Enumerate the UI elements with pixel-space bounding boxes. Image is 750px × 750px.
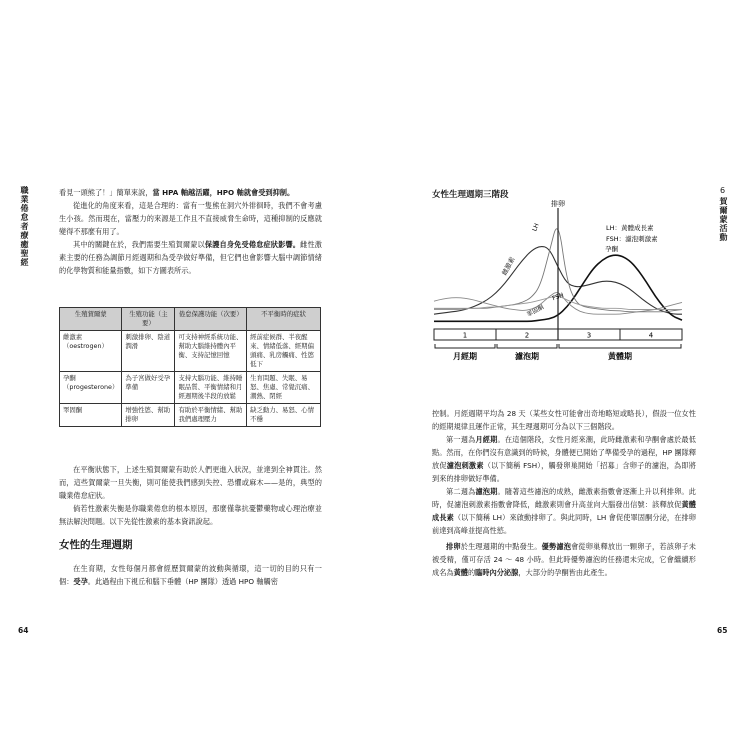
page-number-right: 65 <box>717 626 728 635</box>
table-header-cell: 生殖功能（主要） <box>122 308 175 331</box>
legend-lh: LH：黃體成長素 <box>606 224 654 232</box>
table-header-cell: 倦怠保護功能（次要） <box>175 308 247 331</box>
chapter-number: 6 <box>720 186 726 195</box>
series-label-testosterone: 睪固酮 <box>525 303 546 319</box>
page-number-left: 64 <box>18 626 29 635</box>
week-dividers <box>496 329 620 340</box>
table-cell: 孕酮（progesterone） <box>60 372 122 404</box>
week-label: 2 <box>524 331 530 340</box>
right-paragraph-4: 排卵於生理週期的中點發生。優勢濾泡會從卵巢釋放出一顆卵子，若該卵子未被受精，僅可存活 24 ～ 48 小時。但此時優勢濾泡的任務還未完成，它會繼續形成名為黃體的臨時內分泌腺，大部分的孕酮皆由此產生。 <box>432 542 696 577</box>
table-cell: 睪固酮 <box>60 404 122 427</box>
phase-bracket <box>497 344 557 348</box>
chart-title: 女性生理週期三階段 <box>432 190 509 200</box>
legend-fsh: FSH：濾泡刺激素 <box>606 235 658 243</box>
table-cell: 增強性慾、幫助排卵 <box>122 404 175 427</box>
phase-label-follicular: 濾泡期 <box>515 352 539 361</box>
left-paragraph-6: 在生育期，女性每個月都會經歷賀爾蒙的波動與循環，這一切的目的只有一個：受孕。此過程由下視丘和腦下垂體（HP 團隊）透過 HPO 軸觸密 <box>59 564 322 586</box>
week-label: 1 <box>462 331 468 340</box>
phase-bracket <box>435 344 495 348</box>
right-running-title: 賀爾蒙活動 <box>719 197 728 242</box>
table-row <box>60 372 321 404</box>
left-paragraph-1: 看見一頭熊了！」簡單來說，當 HPA 軸越活躍，HPO 軸就會受到抑制。 <box>59 188 295 197</box>
cycle-chart <box>430 198 702 368</box>
table-cell: 缺乏動力、易怒、心情不穩 <box>247 404 321 427</box>
table-cell: 生育問題、失眠、易怒、焦慮、常覺沉痛、潮熱、閉經 <box>247 372 321 404</box>
table-header-row <box>60 308 321 331</box>
table-cell: 有助於平衡情緒、幫助我們處理壓力 <box>175 404 247 427</box>
table-cell: 可支持神經系統功能、幫助大腦維持體內平衡、支持記憶回憶 <box>175 331 247 372</box>
table-cell: 為子宮做好受孕準備 <box>122 372 175 404</box>
right-page <box>375 0 750 750</box>
week-label: 3 <box>586 331 592 340</box>
table-cell: 雌激素（oestrogen） <box>60 331 122 372</box>
phase-label-luteal: 黃體期 <box>608 352 632 361</box>
table-row <box>60 331 321 372</box>
table-cell: 刺激排卵、陰道潤滑 <box>122 331 175 372</box>
series-label-fsh: FSH <box>551 291 565 303</box>
right-paragraph-2: 第一週為月經期。在這個階段，女性月經來潮，此時雌激素和孕酮會處於最低點。然而，在你們沒有意識到的時候，身體便已開始了準備受孕的過程，HP 團隊釋放促濾泡刺激素（以下簡稱 FSH），觸發卵巢開始「招募」含卵子的濾泡，為即將到來的排卵做好準備。 <box>432 435 696 483</box>
hormone-table <box>59 307 321 427</box>
left-paragraph-5: 倘若性激素失衡是你職業倦怠的根本原因，那麼僅靠抗憂鬱藥物或心理治療並無法解決問題。以下先從性激素的基本資訊說起。 <box>59 504 322 526</box>
week-label: 4 <box>648 331 654 340</box>
right-paragraph-1: 控制。月經週期平均為 28 天（某些女性可能會出奇地略短或略長），假設一位女性的經期規律且運作正常，其生理週期可分為以下三個階段。 <box>432 409 696 431</box>
table-header-cell: 生殖賀爾蒙 <box>60 308 122 331</box>
table-header-cell: 不平衡時的症狀 <box>247 308 321 331</box>
left-running-title: 職業倦怠者療癒聖經 <box>20 186 29 267</box>
phase-bracket <box>559 344 681 348</box>
table-row <box>60 404 321 427</box>
section-title: 女性的生理週期 <box>59 539 133 551</box>
table-cell: 支持大腦功能、維持睡眠品質、平衡情緒和月經週期後半段的放鬆 <box>175 372 247 404</box>
left-paragraph-4: 在平衡狀態下，上述生殖賀爾蒙有助於人們更進入狀況，並達到全神貫注。然而，這些賀爾蒙一旦失衡，則可能使我們感到失控、恐懼或麻木——是的，典型的職業倦怠症狀。 <box>59 465 322 500</box>
table-cell: 經前症候群、半夜醒來、情緒低落、經期偏頭痛、乳房觸痛、性慾低下 <box>247 331 321 372</box>
phase-label-menstrual: 月經期 <box>453 352 477 361</box>
series-label-estrogen: 雌激素 <box>500 255 517 277</box>
series-label-lh: LH <box>531 222 541 233</box>
series-label-progesterone: 孕酮 <box>605 245 619 254</box>
right-paragraph-3: 第二週為濾泡期。隨著這些濾泡的成熟，雌激素指數會逐漸上升以利排卵。此時，促濾泡刺激素指數會降低，雌激素則會升高並向大腦發出信號：該釋放促黃體成長素（以下簡稱 LH）來啟動排卵了。與此同時，LH 會促使睪固酮分泌，在排卵前達到高峰並提高性慾。 <box>432 487 696 535</box>
ovulation-label: 排卵 <box>551 200 565 208</box>
left-paragraph-2: 從進化的角度來看，這是合理的：當有一隻熊在洞穴外徘徊時，我們不會考慮生小孩。然而現在，當壓力的來源是工作且不直接威脅生命時，這種抑制的反應就變得不那麼有用了。 <box>59 201 322 236</box>
left-paragraph-3: 其中的關鍵在於，我們需要生殖賀爾蒙以保護自身免受倦怠症狀影響。雌性激素主要的任務為調節月經週期和為受孕做好準備，但它們也會影響大腦中調節情緒的化學物質和能量指數，如下方圖表所示。 <box>59 240 322 275</box>
phase-brackets <box>435 344 681 348</box>
